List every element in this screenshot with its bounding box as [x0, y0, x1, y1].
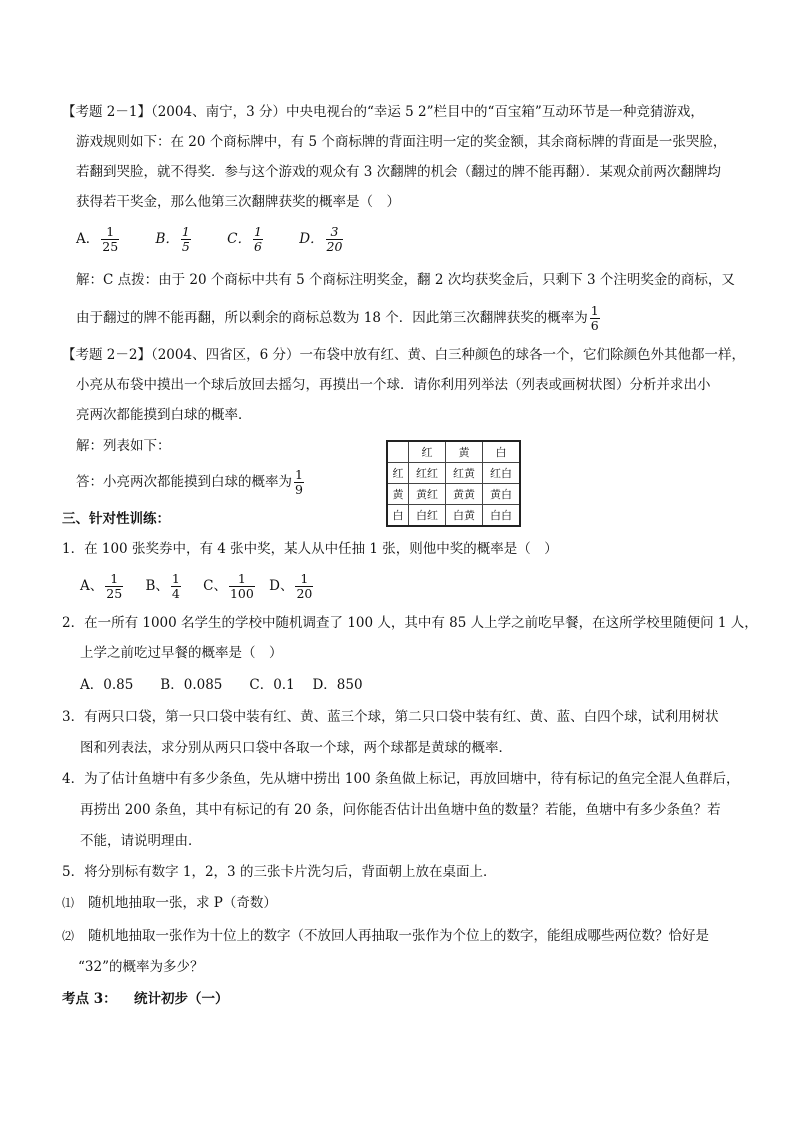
table-row	[387, 505, 520, 527]
problem-5-line1: 5．将分别标有数字 1，2，3 的三张卡片洗匀后，背面朝上放在桌面上．	[62, 864, 497, 880]
kaodian-label: 考点 3：	[62, 991, 117, 1007]
p1-option-c: C、 $\frac{1}{100}$	[203, 571, 254, 601]
problem-2-options: A．0.85 B．0.085 C．0.1 D．850	[80, 677, 363, 693]
problem-1-options	[80, 572, 345, 601]
table-row	[387, 484, 520, 505]
q22-solution: 解：列表如下：	[76, 438, 171, 454]
problem-5-sub1: ⑴ 随机地抽取一张，求 P（奇数）	[62, 895, 277, 911]
p1-option-b: B、 $\frac{1}{4}$	[145, 571, 180, 601]
q22-line1: 【考题 2－2】（2004、四省区，6 分）一布袋中放有红、黄、白三种颜色的球各一个，它们除颜色外其他都一样，	[62, 347, 745, 363]
q21-option-b: B． $\frac{1}{5}$	[155, 224, 190, 254]
table-cell: 红白	[483, 463, 521, 484]
problem-5-sub2-cont: “32”的概率为多少？	[78, 959, 204, 975]
problem-3-line2: 图和列表法，求分别从两只口袋中各取一个球，两个球都是黄球的概率．	[80, 740, 512, 756]
table-row	[387, 463, 520, 484]
problem-5-sub2: ⑵ 随机地抽取一张作为十位上的数字（不放回人再抽取一张作为个位上的数字，能组成哪些两位数？恰好是	[62, 928, 710, 944]
problem-4-line1: 4．为了估计鱼塘中有多少条鱼，先从塘中捞出 100 条鱼做上标记，再放回塘中，待有标记的鱼完全混人鱼群后，	[62, 771, 740, 787]
q21-options	[76, 225, 375, 254]
table-cell: 白	[483, 441, 521, 463]
table-cell: 黄红	[409, 484, 446, 505]
outcome-table	[386, 440, 521, 527]
table-cell: 红红	[409, 463, 446, 484]
table-cell: 黄黄	[446, 484, 483, 505]
q21-solution-line1: 解：C 点拨：由于 20 个商标中共有 5 个商标注明奖金，翻 2 次均获奖金后，只剩下 3 个注明奖金的商标，又	[76, 272, 735, 288]
problem-3-line1: 3．有两只口袋，第一只口袋中装有红、黄、蓝三个球，第二只口袋中装有红、黄、蓝、白四个球，试利用树状	[62, 709, 719, 725]
table-cell: 白黄	[446, 505, 483, 527]
q21-option-c: C． $\frac{1}{6}$	[227, 224, 262, 254]
q22-line3: 亮两次都能摸到白球的概率．	[76, 407, 252, 423]
problem-1-text: 1．在 100 张奖券中，有 4 张中奖，某人从中任抽 1 张，则他中奖的概率是（ ）	[62, 541, 558, 557]
q21-line1: 【考题 2－1】（2004、南宁，3 分）中央电视台的“幸运 5 2”栏目中的“百宝箱”互动环节是一种竞猜游戏，	[62, 104, 704, 120]
p1-option-a: A、 $\frac{1}{25}$	[80, 571, 123, 601]
problem-4-line3: 不能，请说明理由．	[80, 833, 202, 849]
table-cell: 红	[387, 463, 409, 484]
q22-line2: 小亮从布袋中摸出一个球后放回去摇匀，再摸出一个球．请你利用列举法（列表或画树状图）分析并求出小	[76, 377, 711, 393]
q21-solution-line2: 由于翻过的牌不能再翻，所以剩余的商标总数为 18 个．因此第三次翻牌获奖的概率为 $\frac{1}{6}$	[76, 303, 599, 333]
section-heading: 三、针对性训练：	[62, 511, 170, 527]
table-cell: 黄	[446, 441, 483, 463]
q21-line2: 游戏规则如下：在 20 个商标牌中，有 5 个商标牌的背面注明一定的奖金额，其余商标牌的背面是一张哭脸，	[76, 134, 727, 150]
problem-4-line2: 再捞出 200 条鱼，其中有标记的有 20 条，问你能否估计出鱼塘中鱼的数量？若能，鱼塘中有多少条鱼？若	[80, 802, 721, 818]
table-cell	[387, 441, 409, 463]
table-cell: 白白	[483, 505, 521, 527]
table-header-row	[387, 441, 520, 463]
table-cell: 黄	[387, 484, 409, 505]
table-cell: 白红	[409, 505, 446, 527]
problem-2-line2: 上学之前吃过早餐的概率是（ ）	[80, 645, 283, 661]
kaodian-title: 统计初步（一）	[134, 991, 229, 1007]
q21-option-a: A． $\frac{1}{25}$	[76, 224, 119, 254]
problem-2-line1: 2．在一所有 1000 名学生的学校中随机调查了 100 人，其中有 85 人上学之前吃早餐，在这所学校里随便问 1 人，	[62, 615, 758, 631]
q21-option-d: D． $\frac{3}{20}$	[299, 224, 343, 254]
p1-option-d: D、 $\frac{1}{20}$	[269, 571, 313, 601]
q21-line3: 若翻到哭脸，就不得奖．参与这个游戏的观众有 3 次翻牌的机会（翻过的牌不能再翻）．某观众前两次翻牌均	[76, 164, 721, 180]
table-cell: 白	[387, 505, 409, 527]
table-cell: 红黄	[446, 463, 483, 484]
table-cell: 黄白	[483, 484, 521, 505]
q22-answer: 答：小亮两次都能摸到白球的概率为 $\frac{1}{9}$	[76, 467, 303, 497]
q21-line4: 获得若干奖金，那么他第三次翻牌获奖的概率是（ ）	[76, 194, 400, 210]
table-cell: 红	[409, 441, 446, 463]
